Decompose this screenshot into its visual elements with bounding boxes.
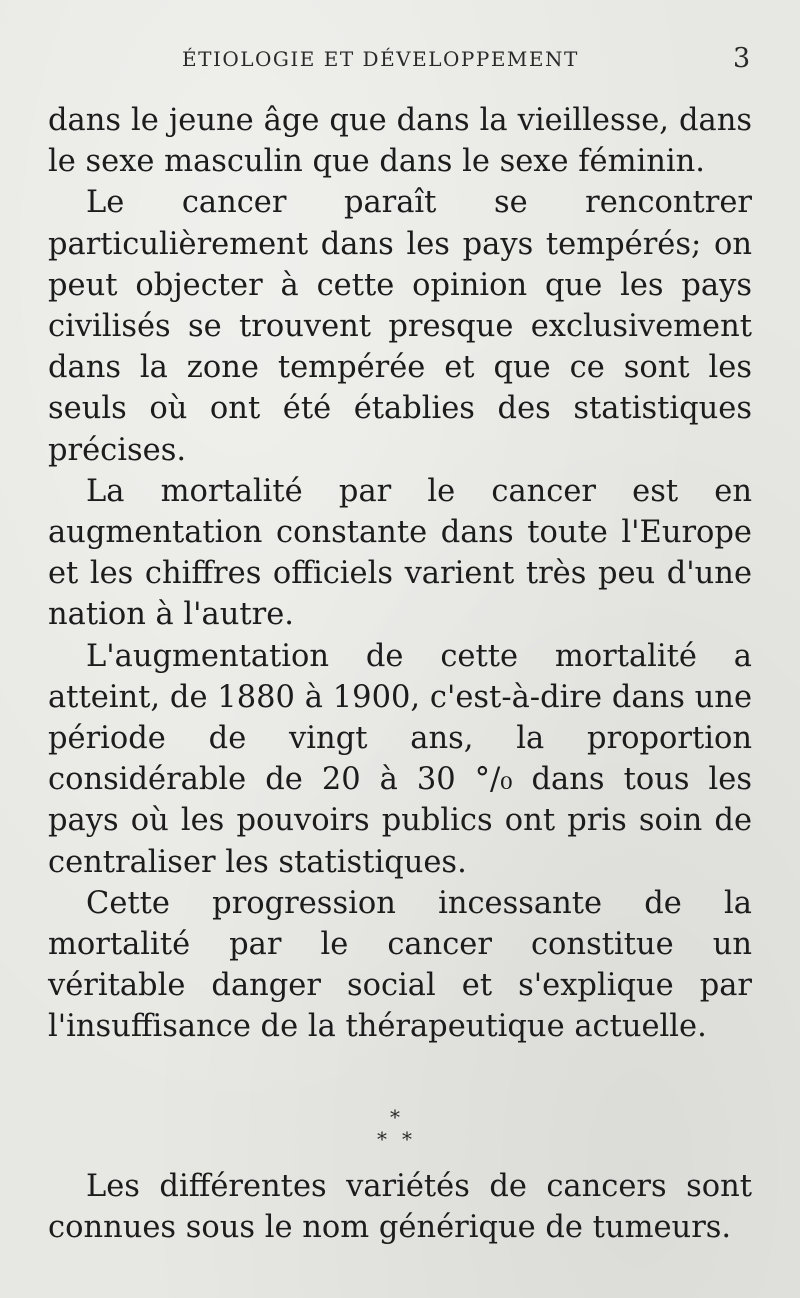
- running-title: ÉTIOLOGIE ET DÉVELOPPEMENT: [182, 47, 579, 71]
- page-number: 3: [733, 43, 751, 74]
- paragraph-tumour-varieties: Les différentes variétés de cancers sont connues sous le nom générique de tumeurs.: [48, 1169, 752, 1246]
- paragraph-mortality-statistics: L'augmentation de cette mortalité a atteint, de 1880 à 1900, c'est-à-dire dans une période de vingt ans, la proportion considérable de 20 à 30 °/₀ dans tous les pays où les pouvoirs publics ont pris soin de centraliser les statistiques.: [48, 638, 752, 880]
- final-text: [48, 1166, 752, 1248]
- asterism-star: *: [377, 1127, 387, 1151]
- paragraph-mortality-increase: La mortalité par le cancer est en augmentation constante dans toute l'Europe et les chiffres officiels varient très peu d'une nation à l'autre.: [48, 473, 752, 633]
- paragraph-temperate-countries: Le cancer paraît se rencontrer particulièrement dans les pays tempérés; on peut objecter à cette opinion que les pays civilisés se trouvent presque exclusivement dans la zone tempérée et que ce sont les seuls où ont été établies des statistiques précises.: [48, 185, 752, 468]
- body-text: [48, 100, 752, 1048]
- paragraph-social-danger: Cette progression incessante de la mortalité par le cancer constitue un véritable danger social et s'explique par l'insuffisance de la thérapeutique actuelle.: [48, 885, 752, 1045]
- asterism-star: *: [402, 1127, 412, 1151]
- asterism-section-break: [360, 1105, 440, 1155]
- running-header: [0, 43, 800, 77]
- asterism-star: *: [390, 1105, 400, 1129]
- paragraph-continuation: dans le jeune âge que dans la vieillesse, dans le sexe masculin que dans le sexe féminin.: [48, 103, 752, 180]
